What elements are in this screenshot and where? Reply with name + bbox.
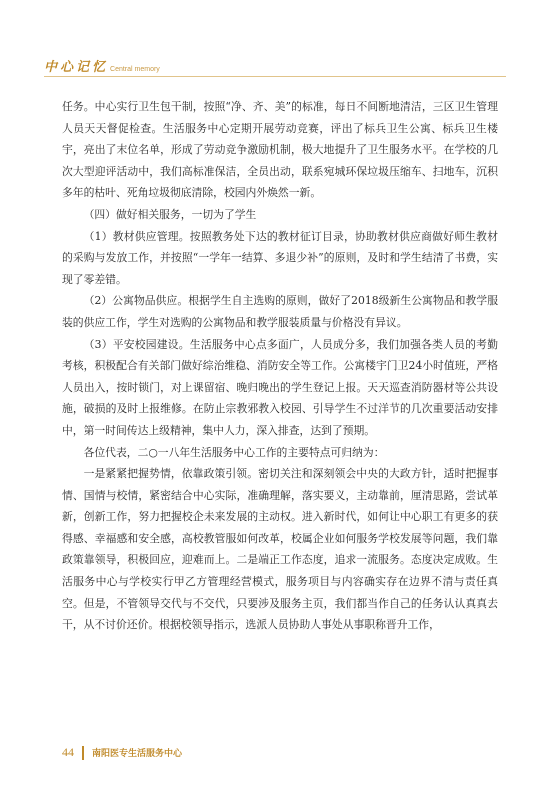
- header-divider: [44, 76, 506, 77]
- footer-title: 南阳医专生活服务中心: [92, 749, 183, 759]
- paragraph-characteristics: 一是紧紧把握势情，依靠政策引领。密切关注和深刻领会中央的大政方针，适时把握事情、国情与校情，紧密结合中心实际，准确理解，落实要义，主动靠前，厘清思路，尝试革新，创新工作，努力把握校企未来发展的主动权。进入新时代，如何让中心职工有更多的获得感、幸福感和安全感，高校教管服如何改革，校属企业如何服务学校发展等问题，我们靠政策靠领导，积极回应，迎难而上。二是端正工作态度，追求一流服务。态度决定成败。生活服务中心与学校实行甲乙方管理经营模式，服务项目与内容确实存在边界不清与责任真空。但是，不管领导交代与不交代，只要涉及服务主页，我们都当作自己的任务认认真真去干，从不讨价还价。根据校领导指示，选派人员协助人事处从事职称晋升工作，: [62, 467, 498, 632]
- brand-title: 中心记忆: [44, 60, 109, 75]
- page-footer: [62, 745, 182, 760]
- paragraph-dorm-supplies: （2）公寓物品供应。根据学生自主选购的原则，做好了2018级新生公寓物品和教学服装的供应工作，学生对选购的公寓物品和教学服装质量与价格没有异议。: [62, 294, 498, 329]
- footer-divider: [82, 746, 84, 760]
- page-header: [44, 56, 160, 75]
- paragraph-summary-intro: 各位代表，二○一八年生活服务中心工作的主要特点可归纳为：: [83, 445, 385, 459]
- page-number: 44: [62, 745, 74, 759]
- brand-subtitle: Central memory: [110, 66, 160, 73]
- paragraph-1: 任务。中心实行卫生包干制，按照“净、齐、美”的标准，每日不间断地清洁，三区卫生管理人员天天督促检查。生活服务中心定期开展劳动竞赛，评出了标兵卫生公寓、标兵卫生楼宇，亮出了末位名单，形成了劳动竞争激励机制，极大地提升了卫生服务水平。在学校的几次大型迎评活动中，我们高标准保洁，全员出动，联系宛城环保垃圾压缩车、扫地车，沉积多年的枯叶、死角垃圾彻底清除，校园内外焕然一新。: [62, 100, 498, 200]
- paragraph-textbooks: （1）教材供应管理。按照教务处下达的教材征订目录，协助教材供应商做好师生教材的采购与发放工作，并按照“一学年一结算、多退少补”的原则，及时和学生结清了书费，实现了零差错。: [62, 229, 498, 286]
- document-body: [62, 96, 498, 636]
- paragraph-safe-campus: （3）平安校园建设。生活服务中心点多面广，人员成分多，我们加强各类人员的考勤考核，积极配合有关部门做好综治维稳、消防安全等工作。公寓楼宇门卫24小时值班，严格人员出入，按时锁门，对上课留宿、晚归晚出的学生登记上报。天天巡查消防器材等公共设施，破损的及时上报维修。在防止宗教邪教入校园、引导学生不过洋节的几次重要活动安排中，第一时间传达上级精神，集中人力，深入排查，达到了预期。: [62, 337, 498, 437]
- section-heading: （四）做好相关服务，一切为了学生: [83, 207, 257, 221]
